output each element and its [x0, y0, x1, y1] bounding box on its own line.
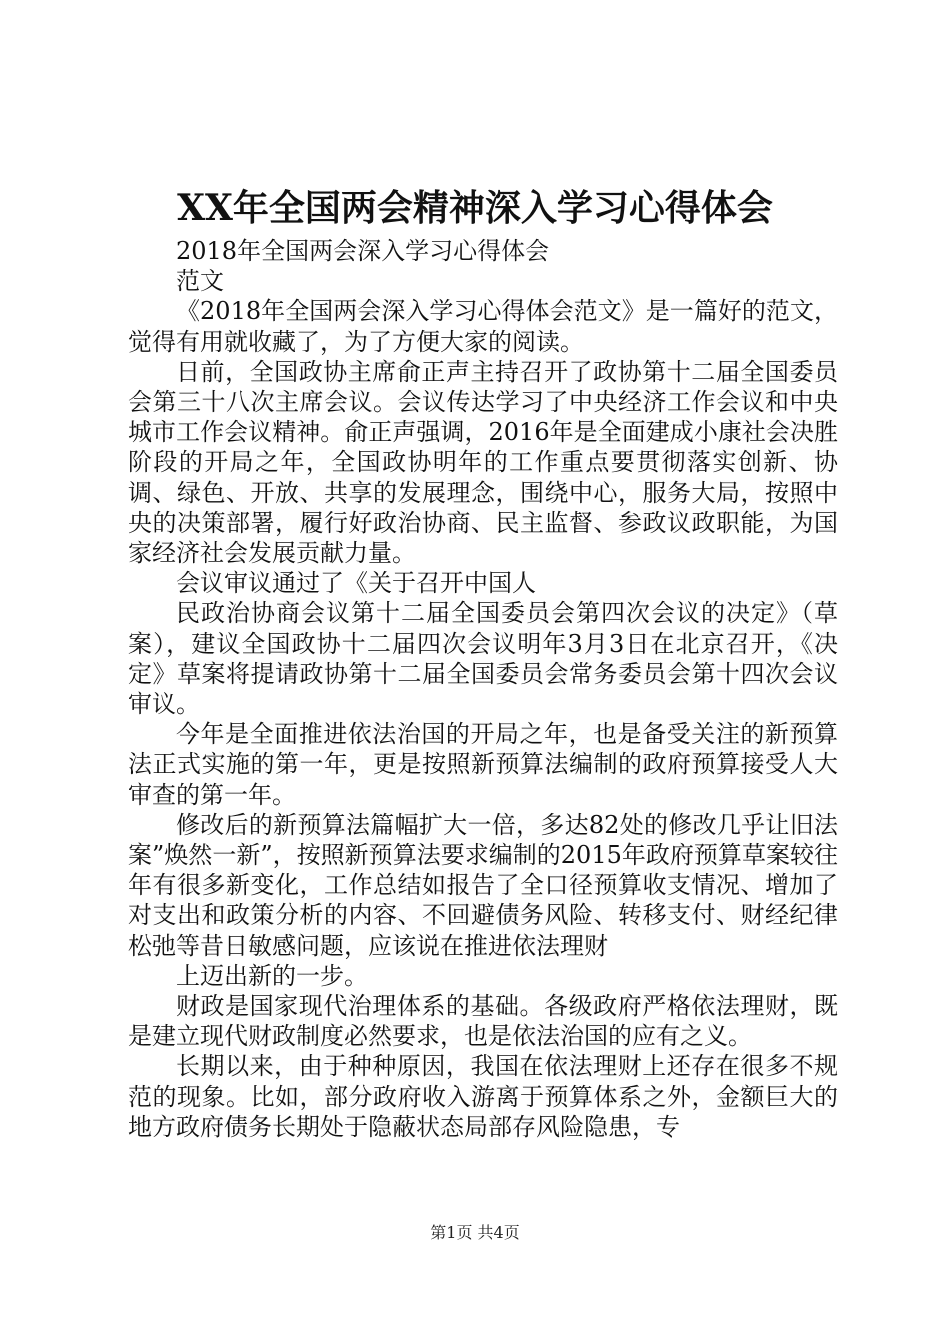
paragraph: 范文 [176, 267, 224, 296]
paragraph: 财政是国家现代治理体系的基础。各级政府严格依法理财，既是建立现代财政制度必然要求，也是依法治国的应有之义。 [128, 992, 838, 1051]
document-title: XX年全国两会精神深入学习心得体会 [177, 187, 773, 229]
document-body [128, 236, 838, 1142]
page-number-footer: 第1页 共4页 [430, 1223, 520, 1242]
paragraph: 长期以来，由于种种原因，我国在依法理财上还存在很多不规范的现象。比如，部分政府收入游离于预算体系之外，金额巨大的地方政府债务长期处于隐蔽状态局部存风险隐患，专 [128, 1052, 838, 1141]
paragraph: 会议审议通过了《关于召开中国人 [176, 569, 536, 598]
paragraph: 2018年全国两会深入学习心得体会 [176, 237, 550, 265]
paragraph: 修改后的新预算法篇幅扩大一倍，多达82处的修改几乎让旧法案”焕然一新”，按照新预算法要求编制的2015年政府预算草案较往年有很多新变化，工作总结如报告了全口径预算收支情况、增加了对支出和政策分析的内容、不回避债务风险、转移支付、财经纪律松弛等昔日敏感问题，应该说在推进依法理财 [128, 810, 838, 960]
paragraph: 今年是全面推进依法治国的开局之年，也是备受关注的新预算法正式实施的第一年，更是按照新预算法编制的政府预算接受人大审查的第一年。 [128, 720, 838, 809]
paragraph: 民政治协商会议第十二届全国委员会第四次会议的决定》（草案），建议全国政协十二届四次会议明年3月3日在北京召开，《决定》草案将提请政协第十二届全国委员会常务委员会第十四次会议审议。 [128, 599, 838, 719]
paragraph: 上迈出新的一步。 [176, 961, 368, 990]
paragraph: 日前，全国政协主席俞正声主持召开了政协第十二届全国委员会第三十八次主席会议。会议传达学习了中央经济工作会议和中央城市工作会议精神。俞正声强调，2016年是全面建成小康社会决胜阶段的开局之年，全国政协明年的工作重点要贯彻落实创新、协调、绿色、开放、共享的发展理念，围绕中心，服务大局，按照中央的决策部署，履行好政治协商、民主监督、参政议政职能，为国家经济社会发展贡献力量。 [128, 357, 838, 568]
paragraph: 《2018年全国两会深入学习心得体会范文》是一篇好的范文，觉得有用就收藏了，为了方便大家的阅读。 [128, 297, 838, 356]
